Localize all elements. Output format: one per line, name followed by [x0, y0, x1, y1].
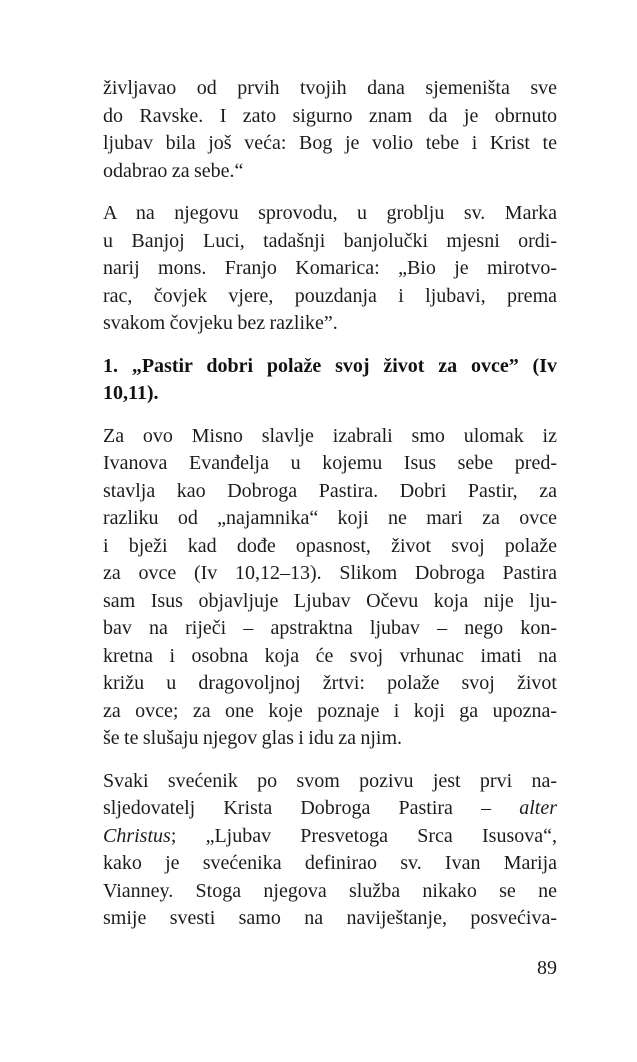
text-segment: Ivanova Evanđelja u kojemu Isus sebe pred-	[103, 452, 557, 474]
text-line	[103, 103, 557, 131]
text-line	[103, 255, 557, 283]
text-line	[103, 310, 557, 338]
text-segment: 10,11).	[103, 382, 159, 404]
paragraph	[103, 200, 557, 338]
text-line	[103, 200, 557, 228]
text-segment: kako je svećenika definirao sv. Ivan Marija	[103, 852, 557, 874]
text-line	[103, 228, 557, 256]
text-segment: u Banjoj Luci, tadašnji banjolučki mjesni ordi-	[103, 229, 557, 252]
text-segment: narij mons. Franjo Komarica: „Bio je mirotvo-	[103, 257, 557, 279]
text-line	[103, 158, 557, 186]
text-line	[103, 768, 557, 796]
text-segment: odabrao za sebe.“	[103, 159, 244, 182]
text-line	[103, 850, 557, 878]
italic-text: Christus	[103, 824, 171, 847]
paragraph	[103, 75, 557, 185]
text-segment: sljedovatelj Krista Dobroga Pastira –	[103, 797, 520, 819]
text-segment: rac, čovjek vjere, pouzdanja i ljubavi, prema	[103, 284, 557, 307]
text-line	[103, 423, 557, 451]
text-segment: razliku od „najamnika“ koji ne mari za ovce	[103, 507, 557, 529]
text-segment: za ovce; za one koje poznaje i koji ga upozna-	[103, 699, 557, 722]
text-segment: ljubav bila još veća: Bog je volio tebe i Krist te	[103, 132, 557, 154]
text-segment: kretna i osobna koja će svoj vrhunac imati na	[103, 644, 557, 667]
text-segment: svakom čovjeku bez razlike”.	[103, 312, 338, 334]
italic-text: alter	[519, 797, 557, 819]
paragraph	[103, 768, 557, 933]
text-line	[103, 795, 557, 823]
paragraph	[103, 423, 557, 753]
page-text	[103, 75, 557, 948]
text-line	[103, 670, 557, 698]
text-line	[103, 905, 557, 933]
text-line	[103, 698, 557, 726]
text-line	[103, 725, 557, 753]
text-line	[103, 130, 557, 158]
text-line	[103, 533, 557, 561]
text-segment: A na njegovu sprovodu, u groblju sv. Marka	[103, 202, 557, 224]
text-line	[103, 615, 557, 643]
text-segment: življavao od prvih tvojih dana sjemeništa sve	[103, 77, 557, 99]
text-segment: do Ravske. I zato sigurno znam da je obrnuto	[103, 104, 557, 127]
text-line	[103, 823, 557, 851]
text-segment: za ovce (Iv 10,12–13). Slikom Dobroga Pastira	[103, 562, 557, 584]
page-number: 89	[537, 957, 557, 979]
text-segment: bav na riječi – apstraktna ljubav – nego kon-	[103, 617, 557, 639]
text-segment: križu u dragovoljnoj žrtvi: polaže svoj život	[103, 672, 557, 694]
text-line	[103, 75, 557, 103]
text-segment: Vianney. Stoga njegova služba nikako se ne	[103, 879, 557, 902]
text-segment: 1. „Pastir dobri polaže svoj život za ovce” (Iv	[103, 354, 557, 377]
text-line	[103, 353, 557, 381]
text-line	[103, 450, 557, 478]
text-line	[103, 380, 557, 408]
text-segment: ; „Ljubav Presvetoga Srca Isusova“,	[170, 824, 557, 847]
heading	[103, 353, 557, 408]
text-line	[103, 560, 557, 588]
text-line	[103, 283, 557, 311]
text-line	[103, 478, 557, 506]
text-line	[103, 505, 557, 533]
text-segment: i bježi kad dođe opasnost, život svoj polaže	[103, 534, 557, 557]
text-line	[103, 878, 557, 906]
text-segment: Svaki svećenik po svom pozivu jest prvi na-	[103, 769, 557, 792]
text-line	[103, 588, 557, 616]
text-segment: še te slušaju njegov glas i idu za njim.	[103, 727, 403, 749]
text-line	[103, 643, 557, 671]
text-segment: stavlja kao Dobroga Pastira. Dobri Pastir, za	[103, 479, 557, 502]
text-segment: Za ovo Misno slavlje izabrali smo ulomak iz	[103, 424, 557, 447]
text-segment: smije svesti samo na naviještanje, posvećiva-	[103, 907, 557, 929]
text-segment: sam Isus objavljuje Ljubav Očevu koja nije lju-	[103, 589, 557, 612]
